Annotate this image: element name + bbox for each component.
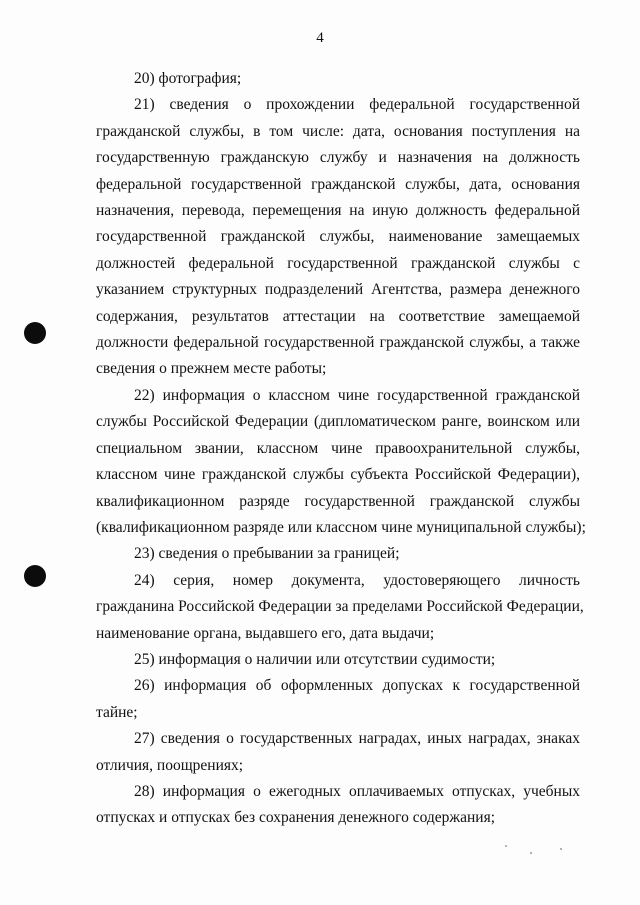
list-item-line: квалификационном разряде государственной гражданской службы [96,492,580,510]
list-item-first-line: 27) сведения о государственных наградах, иных наградах, знаках [134,730,580,748]
list-item-line: тайне; [96,703,138,721]
list-item-line: содержания, результатов аттестации на соответствие замещаемой [96,307,580,325]
list-item-line: государственную гражданскую службу и назначения на должность [96,149,580,167]
list-item-line: службы Российской Федерации (дипломатическом ранге, воинском или [96,413,580,431]
scan-speck [560,848,562,850]
list-item-line: гражданина Российской Федерации за пределами Российской Федерации, [96,598,584,616]
list-item-line: отпусках и отпусках без сохранения денежного содержания; [96,809,496,827]
list-item-first-line: 24) серия, номер документа, удостоверяющего личность [134,571,580,589]
page-number: 4 [316,30,324,46]
list-item-first-line: 28) информация о ежегодных оплачиваемых отпусках, учебных [134,782,580,800]
list-item [96,541,580,567]
list-item [96,383,586,541]
list-item-first-line: 20) фотография; [134,70,242,87]
list-item-line: должности федеральной государственной гражданской службы, а также [96,334,580,352]
punch-hole-mark [24,322,46,344]
list-item-first-line: 25) информация о наличии или отсутствии судимости; [134,650,496,668]
list-item-line: классном чине гражданской службы субъекта Российской Федерации), [96,466,580,484]
list-item-line: наименование органа, выдавшего его, дата выдачи; [96,624,435,642]
list-item-line: сведения о прежнем месте работы; [96,360,327,378]
list-item [96,673,580,726]
list-item [96,726,580,779]
list-item-line: специальном звании, классном чине правоохранительной службы, [96,439,580,457]
list-item-first-line: 22) информация о классном чине государственной гражданской [134,386,580,404]
scan-speck [530,852,532,854]
list-item-line: (квалификационном разряде или классном чине муниципальной службы); [96,518,586,536]
list-item-line: государственной гражданской службы, наименование замещаемых [96,228,580,246]
list-item-first-line: 26) информация об оформленных допусках к государственной [134,677,580,695]
list-item [96,647,580,673]
list-item [96,779,580,832]
list-item [96,568,584,647]
list-item-line: гражданской службы, в том числе: дата, основания поступления на [96,122,580,140]
list-item-line: назначения, перевода, перемещения на иную должность федеральной [96,202,580,220]
list-item [96,66,580,92]
document-body [96,66,586,832]
scan-speck [505,845,507,847]
list-item-line: должностей федеральной государственной гражданской службы с [96,254,580,272]
list-item [96,92,580,382]
list-item-first-line: 21) сведения о прохождении федеральной государственной [134,96,580,114]
list-item-line: федеральной государственной гражданской службы, дата, основания [96,175,580,193]
punch-hole-mark [24,565,46,587]
list-item-first-line: 23) сведения о пребывании за границей; [134,545,400,563]
list-item-line: отличия, поощрениях; [96,756,244,774]
list-item-line: указанием структурных подразделений Агентства, размера денежного [96,281,580,299]
